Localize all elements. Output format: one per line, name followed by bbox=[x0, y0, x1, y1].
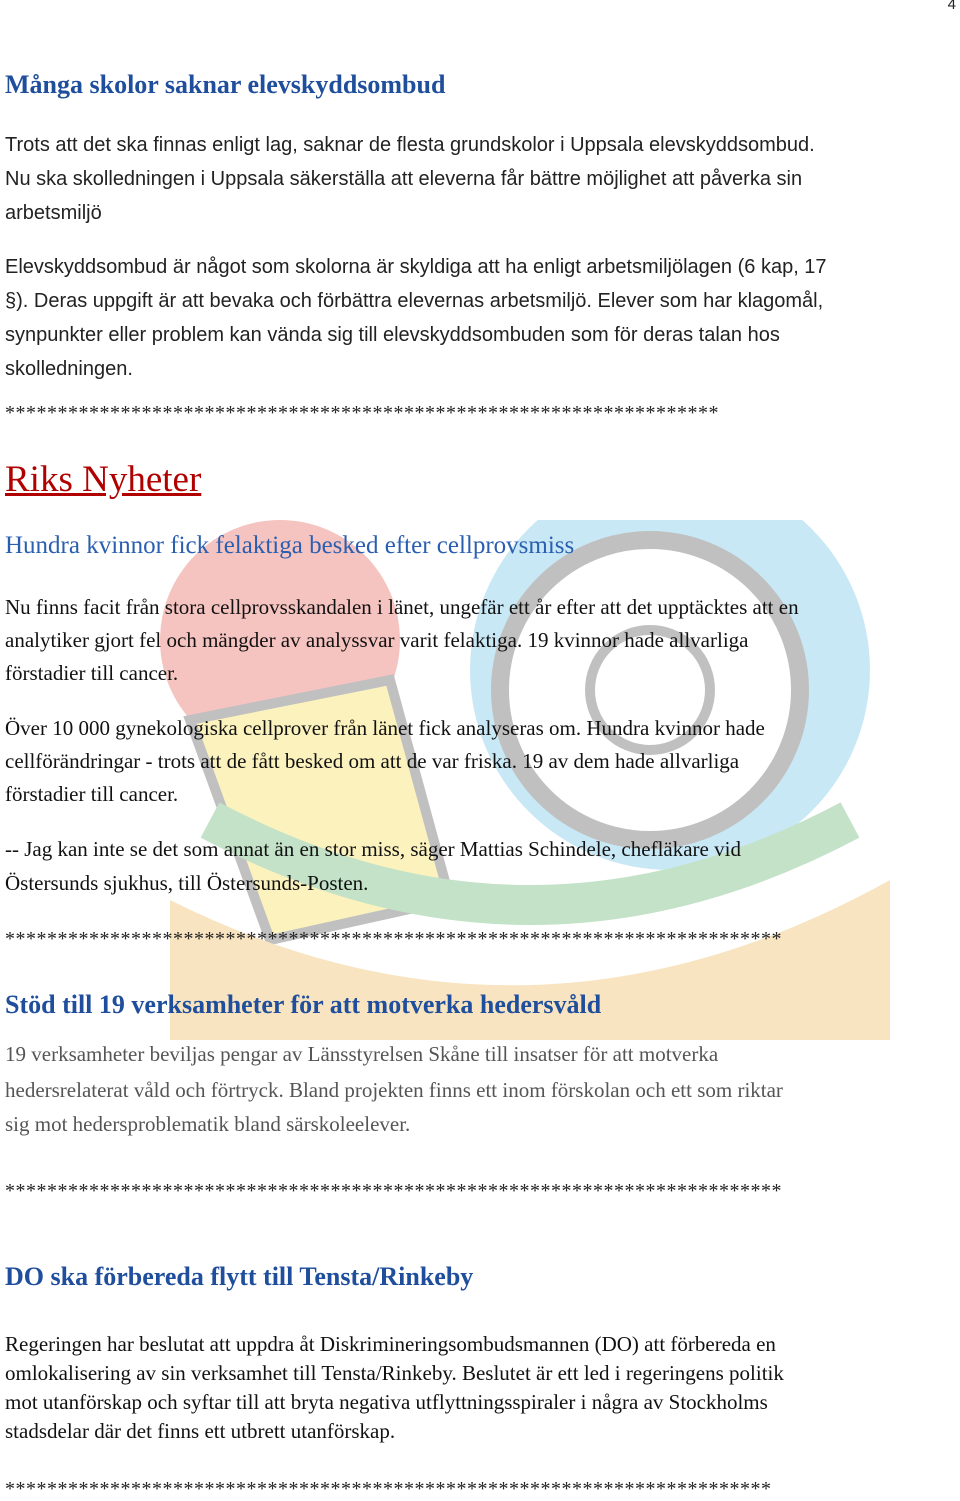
section4-heading: DO ska förbereda flytt till Tensta/Rinkeby bbox=[5, 1262, 474, 1291]
section1-para2-line4: skolledningen. bbox=[5, 358, 133, 380]
divider-4: ************************************************************************* bbox=[5, 1478, 772, 1500]
section1-para2-line3: synpunkter eller problem kan vända sig till elevskyddsombuden som för deras talan hos bbox=[5, 324, 780, 346]
section3-heading: Stöd till 19 verksamheter för att motverka hedersvåld bbox=[5, 990, 602, 1019]
section2-para3-line2: Östersunds sjukhus, till Östersunds-Posten. bbox=[5, 871, 369, 895]
section3-para1-line1: 19 verksamheter beviljas pengar av Länsstyrelsen Skåne till insatser för att motverka bbox=[5, 1042, 719, 1066]
section1-para2-line2: §). Deras uppgift är att bevaka och förbättra elevernas arbetsmiljö. Elever som har klagomål, bbox=[5, 290, 824, 312]
section1-para2-line1: Elevskyddsombud är något som skolorna är skyldiga att ha enligt arbetsmiljölagen (6 kap, 17 bbox=[5, 256, 827, 278]
section2-para1-line1: Nu finns facit från stora cellprovsskandalen i länet, ungefär ett år efter att det upptäcktes att en bbox=[5, 595, 799, 619]
section4-para1-line4: stadsdelar där det finns ett utbrett utanförskap. bbox=[5, 1419, 396, 1443]
section2-para2-line2: cellförändringar - trots att de fått besked om att de var friska. 19 av dem hade allvarliga bbox=[5, 749, 740, 773]
section1-para1-line2: Nu ska skolledningen i Uppsala säkerställa att eleverna får bättre möjlighet att påverka sin bbox=[5, 168, 803, 190]
section4-para1-line2: omlokalisering av sin verksamhet till Tensta/Rinkeby. Beslutet är ett led i regeringens politik bbox=[5, 1361, 784, 1385]
section1-para1-line1: Trots att det ska finnas enligt lag, saknar de flesta grundskolor i Uppsala elevskyddsombud. bbox=[5, 134, 815, 156]
page-number: 4 bbox=[947, 0, 956, 13]
section2-para1-line2: analytiker gjort fel och mängder av analyssvar varit felaktiga. 19 kvinnor hade allvarliga bbox=[5, 628, 749, 652]
section3-para1-line3: sig mot hedersproblematik bland särskoleelever. bbox=[5, 1112, 411, 1136]
section2-para3-line1: -- Jag kan inte se det som annat än en stor miss, säger Mattias Schindele, chefläkare vid bbox=[5, 837, 741, 861]
riks-nyheter-heading: Riks Nyheter bbox=[5, 459, 202, 500]
section4-para1-line1: Regeringen har beslutat att uppdra åt Diskrimineringsombudsmannen (DO) att förbereda en bbox=[5, 1332, 776, 1356]
divider-3: ************************************************************************** bbox=[5, 1180, 782, 1202]
section2-para2-line3: förstadier till cancer. bbox=[5, 782, 179, 806]
section1-para1-line3: arbetsmiljö bbox=[5, 202, 102, 224]
section4-para1-line3: mot utanförskap och syftar till att bryta negativa utflyttningsspiraler i några av Stockholms bbox=[5, 1390, 768, 1414]
divider-1: ******************************************************************** bbox=[5, 402, 719, 424]
section1-heading: Många skolor saknar elevskyddsombud bbox=[5, 70, 446, 99]
divider-2: ************************************************************************** bbox=[5, 928, 782, 950]
section2-para1-line3: förstadier till cancer. bbox=[5, 661, 179, 685]
section3-para1-line2: hedersrelaterat våld och förtryck. Bland projekten finns ett inom förskolan och ett som riktar bbox=[5, 1078, 783, 1102]
section2-subheading: Hundra kvinnor fick felaktiga besked efter cellprovsmiss bbox=[5, 532, 575, 559]
section2-para2-line1: Över 10 000 gynekologiska cellprover från länet fick analyseras om. Hundra kvinnor hade bbox=[5, 716, 765, 740]
